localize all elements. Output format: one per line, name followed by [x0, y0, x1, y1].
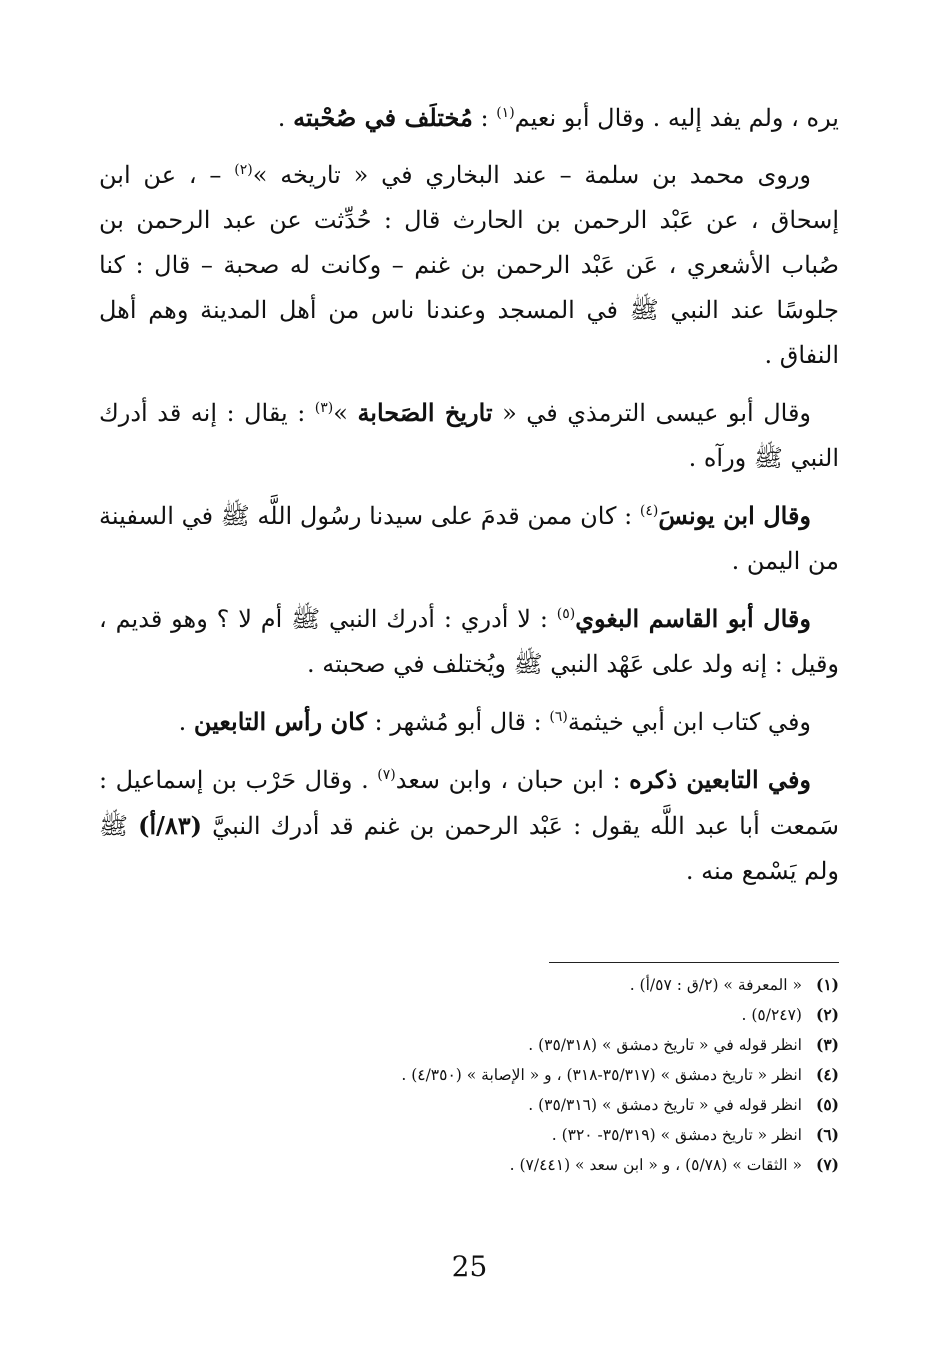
- page-number: 25: [451, 1250, 488, 1283]
- bold-text: تاريخ الصَحابة: [357, 398, 493, 427]
- footnote-7: [99, 1150, 839, 1180]
- footnote-text: انظر قوله في « تاريخ دمشق » (٣٥/٣١٨) .: [528, 1036, 802, 1054]
- paragraph-7: [99, 757, 839, 894]
- text-run: يره ، ولم يفد إليه . وقال أبو نعيم: [514, 104, 839, 132]
- footnote-number: (١): [815, 975, 839, 994]
- paragraph-1: [99, 95, 839, 141]
- footnotes: [99, 970, 839, 1180]
- bold-text: كان رأس التابعين: [193, 707, 367, 736]
- footnote-ref-3: (٣): [314, 400, 334, 416]
- footnote-1: [99, 970, 839, 1000]
- bold-text: وقال ابن يونسَ: [658, 501, 812, 530]
- text-run: : يقال : إنه قد أدرك النبي ﷺ ورآه .: [99, 399, 839, 472]
- footnote-ref-7: (٧): [377, 767, 396, 783]
- footnote-number: (٣): [815, 1035, 839, 1054]
- text-run: . وقال حَرْب بن إسماعيل : سَمعت أبا عبد اللَّه يقول : عَبْد الرحمن بن غنم قد أدرك النبيَّ: [99, 766, 839, 840]
- text-run: ﷺ ولم يَسْمع منه .: [99, 812, 839, 885]
- bold-text: وفي التابعين ذكره: [629, 765, 812, 794]
- text-run: وفي كتاب ابن أبي خيثمة: [567, 708, 811, 736]
- text-run: .: [178, 708, 194, 736]
- text-run: : قال أبو مُشهر :: [366, 708, 550, 736]
- text-run: – ، عن ابن إسحاق ، عن عَبْد الرحمن بن الحارث قال : حُدِّثت عن عبد الرحمن بن صُباب الأشعري ، عَن عَبْد الرحمن بن غنم – وكانت له صحبة – قال : كنا جلوسًا عند النبي ﷺ في المسجد وعندنا ناس من أهل المدينة وهم أهل النفاق .: [99, 161, 840, 369]
- text-run: »: [333, 399, 358, 427]
- footnote-6: [99, 1120, 839, 1150]
- paragraph-4: [99, 493, 839, 584]
- text-run: وقال أبو عيسى الترمذي في «: [492, 399, 811, 427]
- paragraph-3: [99, 390, 839, 481]
- main-text: [99, 95, 839, 906]
- footnote-5: [99, 1090, 839, 1120]
- footnote-text: (٥/٢٤٧) .: [741, 1006, 802, 1024]
- footnote-number: (٦): [815, 1125, 839, 1144]
- paragraph-2: [99, 153, 839, 378]
- footnote-4: [99, 1060, 839, 1090]
- footnote-text: انظر « تاريخ دمشق » (٣٥/٣١٧-٣١٨) ، و « الإصابة » (٤/٣٥٠) .: [401, 1066, 802, 1084]
- folio-marker: (٨٣/أ): [138, 811, 203, 840]
- text-run: .: [277, 104, 294, 132]
- bold-text: وقال أبو القاسم البغوي: [575, 604, 811, 633]
- footnote-ref-5: (٥): [556, 606, 576, 622]
- footnote-3: [99, 1030, 839, 1060]
- footnote-number: (٧): [815, 1155, 839, 1174]
- footnote-text: « المعرفة » (٢/ق : ٥٧/أ) .: [629, 976, 802, 994]
- footnote-ref-2: (٢): [234, 162, 253, 178]
- footnote-ref-6: (٦): [549, 709, 568, 725]
- footnote-ref-1: (١): [496, 105, 515, 121]
- footnote-separator: [549, 962, 839, 963]
- footnote-ref-4: (٤): [639, 503, 659, 519]
- footnote-number: (٥): [815, 1095, 839, 1114]
- text-run: وروى محمد بن سلمة – عند البخاري في « تاريخه »: [252, 161, 811, 189]
- text-run: : ابن حبان ، وابن سعد: [395, 766, 630, 794]
- text-run: : كان ممن قدمَ على سيدنا رسُول اللَّه ﷺ في السفينة من اليمن .: [99, 502, 839, 575]
- footnote-text: انظر « تاريخ دمشق » (٣٥/٣١٩- ٣٢٠) .: [551, 1126, 802, 1144]
- paragraph-5: [99, 596, 839, 687]
- footnote-text: « الثقات » (٥/٧٨) ، و « ابن سعد » (٧/٤٤١) .: [509, 1156, 802, 1174]
- footnote-2: [99, 1000, 839, 1030]
- footnote-number: (٤): [815, 1065, 839, 1084]
- paragraph-6: [99, 699, 839, 745]
- footnote-number: (٢): [815, 1005, 839, 1024]
- text-run: :: [472, 104, 497, 132]
- bold-text: مُختلَف في صُحْبته: [293, 103, 473, 132]
- text-run: : لا أدري : أدرك النبي ﷺ أم لا ؟ وهو قديم ، وقيل : إنه ولد على عَهْد النبي ﷺ ويُختلف في صحبته .: [99, 605, 839, 678]
- footnote-text: انظر قوله في « تاريخ دمشق » (٣٥/٣١٦) .: [528, 1096, 802, 1114]
